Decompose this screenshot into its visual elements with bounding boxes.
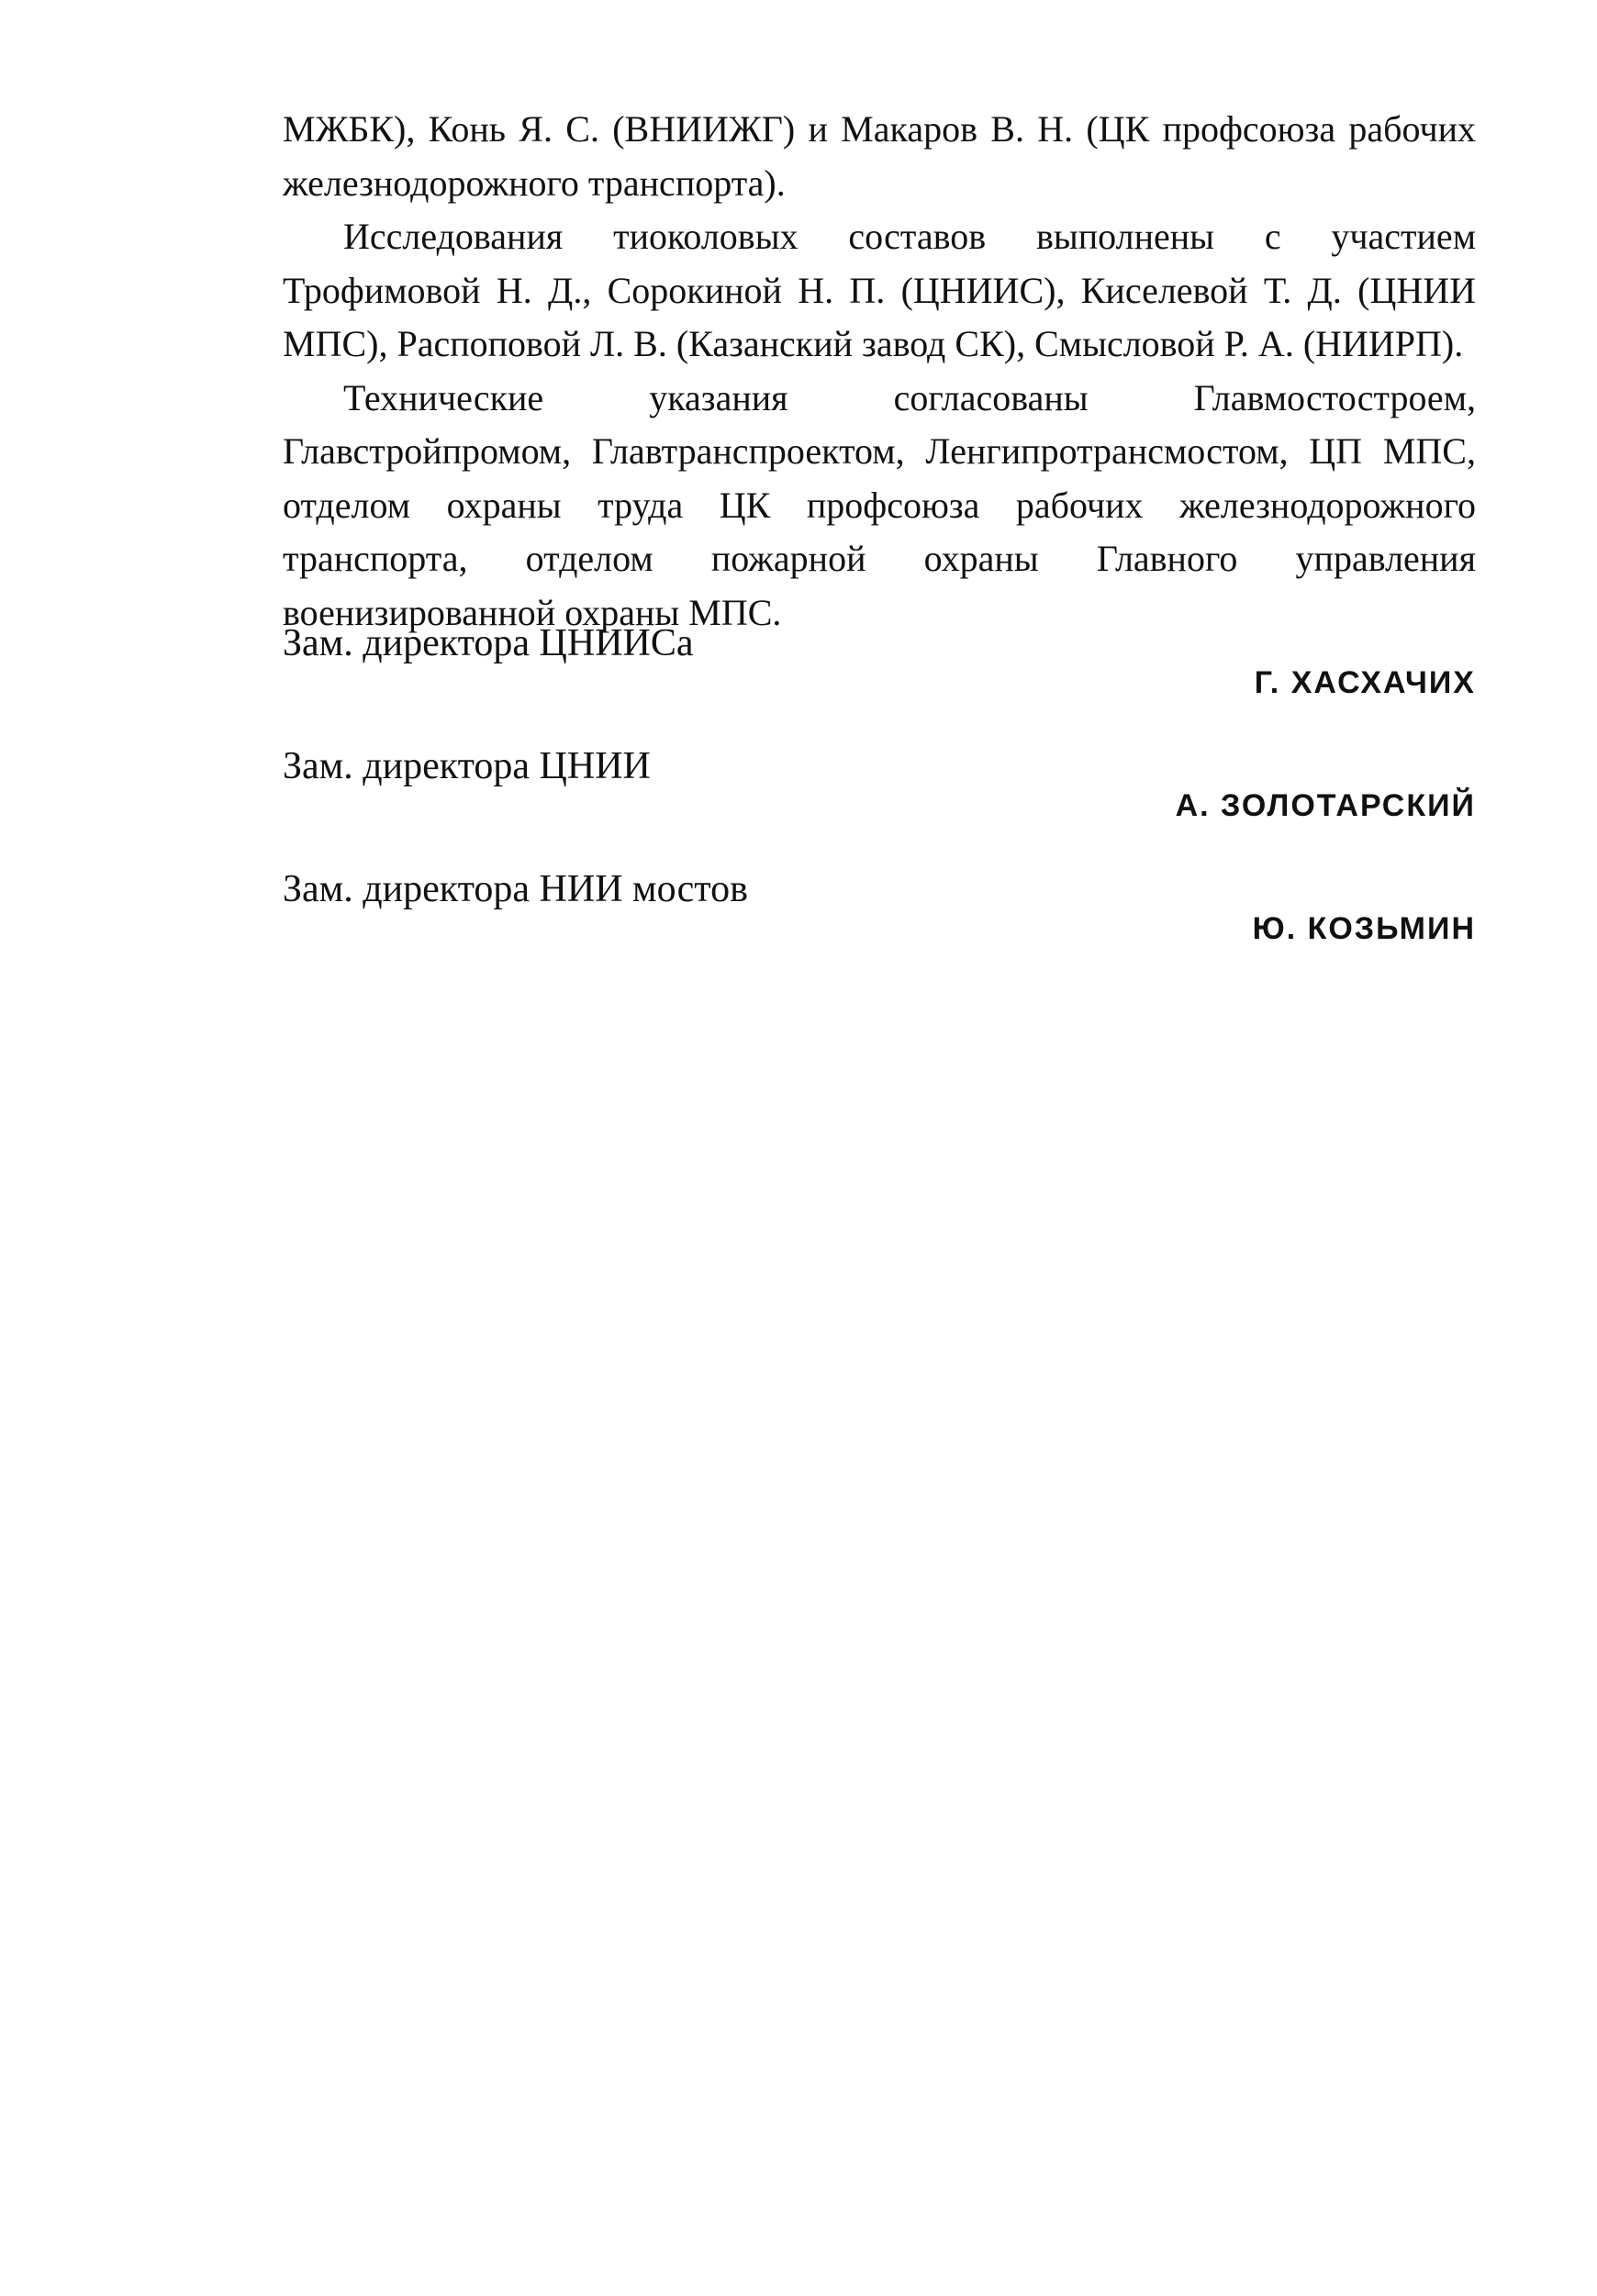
paragraph-approvals: Технические указания согласованы Главмостостроем, Главстройпромом, Главтранспроектом, Ленгипротрансмостом, ЦП МПС, отделом охраны труда ЦК профсоюза рабочих железнодорожного транспорта, отделом пожарной охраны Главного управления военизированной охраны МПС. bbox=[283, 376, 1476, 633]
signature-block-tsniis bbox=[283, 620, 1476, 740]
body-text bbox=[283, 103, 1476, 640]
signature-role: Зам. директора НИИ мостов bbox=[283, 868, 748, 910]
signature-block-nii-mostov bbox=[283, 866, 1476, 986]
signature-name: Г. ХАСХАЧИХ bbox=[1254, 665, 1476, 700]
signature-role: Зам. директора ЦНИИ bbox=[283, 745, 651, 787]
signature-name: Ю. КОЗЬМИН bbox=[1252, 911, 1476, 946]
signature-name: А. ЗОЛОТАРСКИЙ bbox=[1175, 788, 1476, 823]
signature-role: Зам. директора ЦНИИСа bbox=[283, 622, 694, 664]
signature-block-tsnii bbox=[283, 743, 1476, 863]
paragraph-thiokol-research: Исследования тиоколовых составов выполнены с участием Трофимовой Н. Д., Сорокиной Н. П. (ЦНИИС), Киселевой Т. Д. (ЦНИИ МПС), Распоповой Л. В. (Казанский завод СК), Смысловой Р. А. (НИИРП). bbox=[283, 216, 1476, 364]
paragraph-contributors-continued: МЖБК), Конь Я. С. (ВНИИЖГ) и Макаров В. Н. (ЦК профсоюза рабочих железнодорожного транспорта). bbox=[283, 108, 1476, 204]
